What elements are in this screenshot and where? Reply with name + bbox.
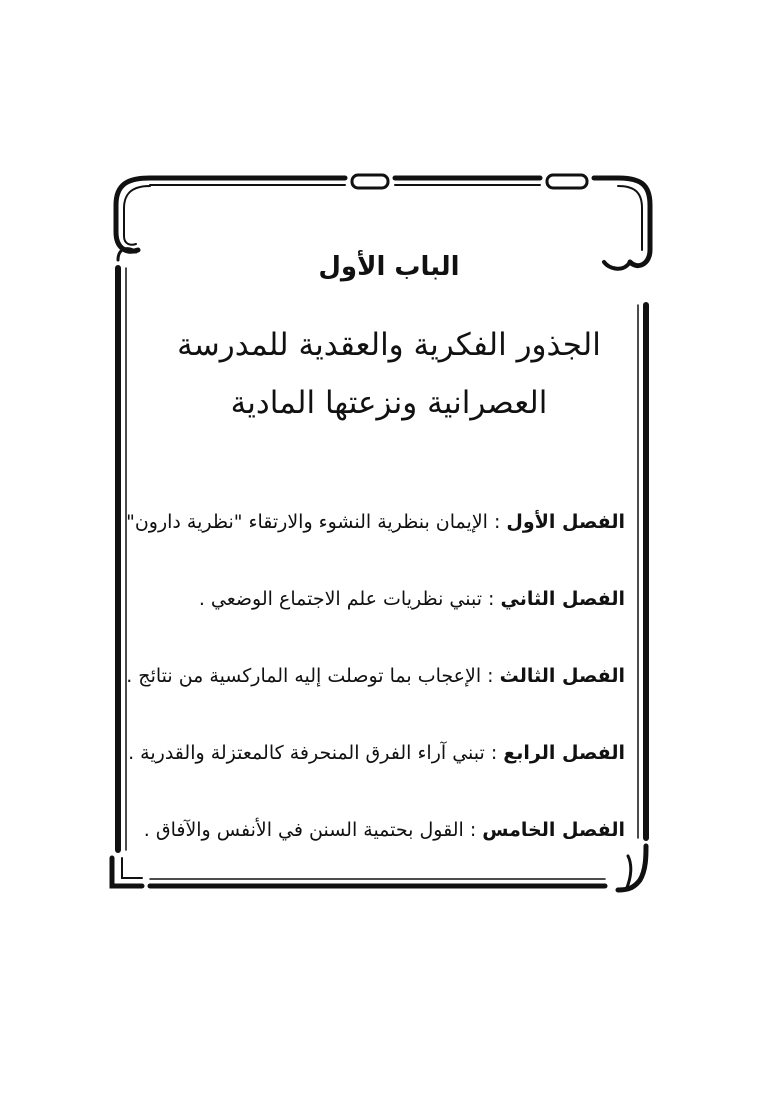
chapter-label: الفصل الرابع [503,742,625,764]
chapter-text: : القول بحتمية السنن في الأنفس والآفاق . [143,819,477,841]
chapter-text: : تبني نظريات علم الاجتماع الوضعي . [198,588,495,610]
part-heading-block [150,240,628,432]
part-title-line-2: العصرانية ونزعتها المادية [230,385,548,421]
chapter-label: الفصل الثاني [500,588,625,610]
chapter-item-4 [128,731,625,775]
chapter-list [114,500,625,885]
chapter-text: : تبني آراء الفرق المنحرفة كالمعتزلة والقدرية . [128,742,498,764]
frame-top-link-left [352,175,388,188]
chapter-item-3 [126,654,625,698]
chapter-text: : الإيمان بنظرية النشوء والارتقاء "نظرية دارون" . [114,511,501,533]
chapter-text: : الإعجاب بما توصلت إليه الماركسية من نتائج . [126,665,494,687]
chapter-item-1 [114,500,625,544]
chapter-label: الفصل الخامس [482,819,625,841]
frame-top-link-right [547,175,587,188]
frame-corner-bottom-left [112,858,142,886]
chapter-item-2 [140,577,625,621]
chapter-item-5 [140,808,625,852]
part-title-line-1: الجذور الفكرية والعقدية للمدرسة [177,327,601,363]
chapter-label: الفصل الثالث [499,665,625,687]
chapter-label: الفصل الأول [506,511,625,533]
part-label: الباب الأول [318,252,460,282]
